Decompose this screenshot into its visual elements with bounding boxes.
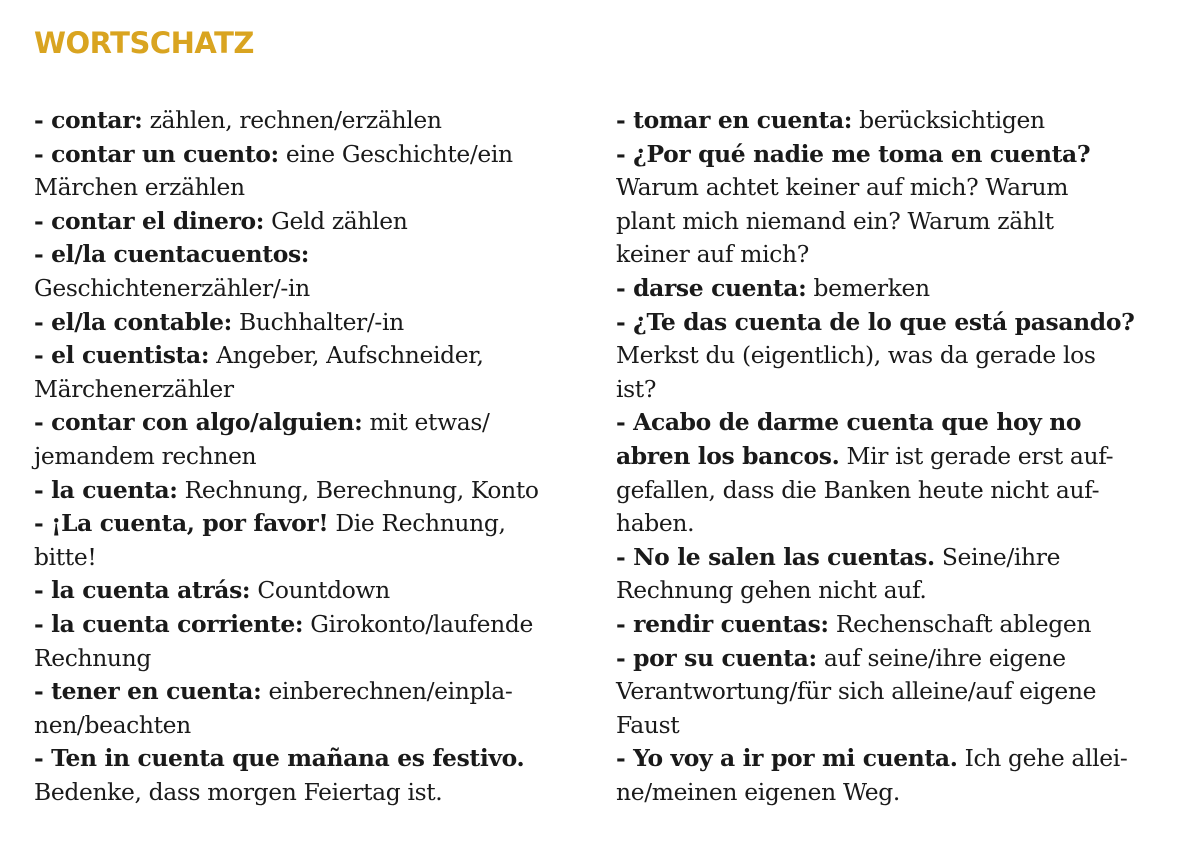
vocab-translation: Die Rechnung,: [328, 509, 506, 538]
vocab-term: - la cuenta atrás:: [34, 576, 251, 605]
vocab-entry-line: [34, 406, 594, 440]
vocab-entry-line: [34, 574, 594, 608]
vocab-translation: eine Geschichte/ein: [278, 139, 513, 168]
vocab-term: - contar un cuento:: [34, 139, 279, 168]
vocab-entry-line: [34, 238, 594, 272]
vocab-entry-continuation: [34, 776, 594, 810]
vocab-entry-line: [616, 608, 1176, 642]
vocab-term: - darse cuenta:: [616, 273, 807, 302]
vocab-entry-line: [34, 675, 594, 709]
vocab-translation: Rechnung, Berechnung, Konto: [177, 475, 539, 504]
vocab-translation: Seine/ihre: [934, 542, 1061, 571]
vocab-entry-line: [34, 138, 594, 172]
vocab-translation: Countdown: [250, 576, 390, 605]
vocab-translation: Verantwortung/für sich alleine/auf eigene: [616, 677, 1097, 706]
vocab-translation: ist?: [616, 374, 657, 403]
vocab-translation: Girokonto/laufende: [303, 609, 533, 638]
vocab-translation: Märchen erzählen: [34, 173, 245, 202]
vocab-term: - rendir cuentas:: [616, 609, 829, 638]
vocab-term: - por su cuenta:: [616, 643, 817, 672]
vocab-translation: Mir ist gerade erst auf-: [839, 441, 1114, 470]
vocab-term: - el/la contable:: [34, 307, 232, 336]
vocab-term: - la cuenta corriente:: [34, 609, 304, 638]
vocab-entry-line: [616, 642, 1176, 676]
vocab-entry-continuation: [34, 541, 594, 575]
vocab-translation: gefallen, dass die Banken heute nicht auf-: [616, 475, 1100, 504]
vocab-translation: Bedenke, dass morgen Feiertag ist.: [34, 777, 443, 806]
vocab-term: - ¿Por qué nadie me toma en cuenta?: [616, 139, 1091, 168]
vocab-translation: Rechenschaft ablegen: [828, 609, 1092, 638]
vocab-entry-line: [616, 406, 1176, 440]
vocab-entry-continuation: [616, 238, 1176, 272]
vocab-entry-line: [34, 104, 594, 138]
vocab-entry-continuation: [34, 373, 594, 407]
vocab-term: - Acabo de darme cuenta que hoy no: [616, 408, 1082, 437]
vocab-term: - ¡La cuenta, por favor!: [34, 509, 329, 538]
vocab-entry-continuation: [616, 709, 1176, 743]
vocab-term: abren los bancos.: [616, 441, 840, 470]
vocab-entry-continuation: [616, 339, 1176, 373]
vocab-entry-continuation: [616, 373, 1176, 407]
vocab-entry-continuation: [616, 171, 1176, 205]
vocab-entry-line: [616, 306, 1176, 340]
vocab-entry-line: [34, 205, 594, 239]
vocab-entry-line: [34, 306, 594, 340]
vocab-translation: Merkst du (eigentlich), was da gerade los: [616, 341, 1096, 370]
vocab-entry-line: [34, 507, 594, 541]
vocab-translation: jemandem rechnen: [34, 441, 257, 470]
vocab-translation: Warum achtet keiner auf mich? Warum: [616, 173, 1069, 202]
vocab-entry-continuation: [34, 642, 594, 676]
vocab-term: - el/la cuentacuentos:: [34, 240, 310, 269]
vocab-translation: Geschichtenerzähler/-in: [34, 273, 310, 302]
vocab-term: - Yo voy a ir por mi cuenta.: [616, 744, 958, 773]
vocab-translation: Buchhalter/-in: [231, 307, 404, 336]
page-title: WORTSCHATZ: [34, 26, 254, 60]
vocab-entry-continuation: [616, 440, 1176, 474]
vocab-translation: Märchenerzähler: [34, 374, 234, 403]
vocab-translation: auf seine/ihre eigene: [816, 643, 1066, 672]
vocab-entry-line: [34, 339, 594, 373]
vocab-translation: Geld zählen: [264, 206, 408, 235]
vocab-entry-continuation: [616, 574, 1176, 608]
vocab-entry-continuation: [616, 675, 1176, 709]
vocab-entry-continuation: [616, 474, 1176, 508]
vocab-translation: Faust: [616, 710, 680, 739]
vocab-term: - contar con algo/alguien:: [34, 408, 363, 437]
vocab-term: - tener en cuenta:: [34, 677, 262, 706]
vocab-translation: bemerken: [806, 273, 930, 302]
vocab-term: - la cuenta:: [34, 475, 178, 504]
vocab-entry-line: [616, 272, 1176, 306]
vocab-entry-continuation: [34, 272, 594, 306]
vocab-translation: bitte!: [34, 542, 97, 571]
vocab-translation: nen/beachten: [34, 710, 191, 739]
vocab-term: - el cuentista:: [34, 341, 210, 370]
vocab-entry-line: [616, 742, 1176, 776]
vocab-translation: Ich gehe allei-: [957, 744, 1128, 773]
vocab-term: - contar:: [34, 106, 143, 134]
vocabulary-column-left: [34, 104, 594, 809]
vocab-translation: berücksichtigen: [852, 106, 1045, 134]
vocab-translation: ne/meinen eigenen Weg.: [616, 777, 900, 806]
vocab-translation: haben.: [616, 509, 695, 538]
vocab-term: - contar el dinero:: [34, 206, 265, 235]
vocab-translation: einberechnen/einpla-: [261, 677, 513, 706]
vocab-term: - tomar en cuenta:: [616, 106, 853, 134]
vocab-translation: plant mich niemand ein? Warum zählt: [616, 206, 1054, 235]
vocab-translation: zählen, rechnen/erzählen: [142, 106, 442, 134]
vocab-entry-line: [616, 104, 1176, 138]
vocab-entry-line: [616, 541, 1176, 575]
vocab-entry-line: [34, 474, 594, 508]
vocab-entry-continuation: [616, 205, 1176, 239]
vocabulary-column-right: [616, 104, 1176, 809]
vocab-translation: Angeber, Aufschneider,: [209, 341, 484, 370]
vocab-term: - ¿Te das cuenta de lo que está pasando?: [616, 307, 1135, 336]
vocab-entry-continuation: [34, 709, 594, 743]
vocab-translation: Rechnung gehen nicht auf.: [616, 576, 927, 605]
vocab-entry-continuation: [34, 171, 594, 205]
vocab-entry-line: [34, 742, 594, 776]
vocab-term: - Ten in cuenta que mañana es festivo.: [34, 744, 525, 773]
vocab-entry-line: [34, 608, 594, 642]
vocab-translation: Rechnung: [34, 643, 151, 672]
vocab-translation: mit etwas/: [362, 408, 490, 437]
vocab-translation: keiner auf mich?: [616, 240, 809, 269]
vocab-entry-continuation: [34, 440, 594, 474]
vocab-entry-continuation: [616, 776, 1176, 810]
vocab-term: - No le salen las cuentas.: [616, 542, 935, 571]
vocab-entry-continuation: [616, 507, 1176, 541]
vocab-entry-line: [616, 138, 1176, 172]
